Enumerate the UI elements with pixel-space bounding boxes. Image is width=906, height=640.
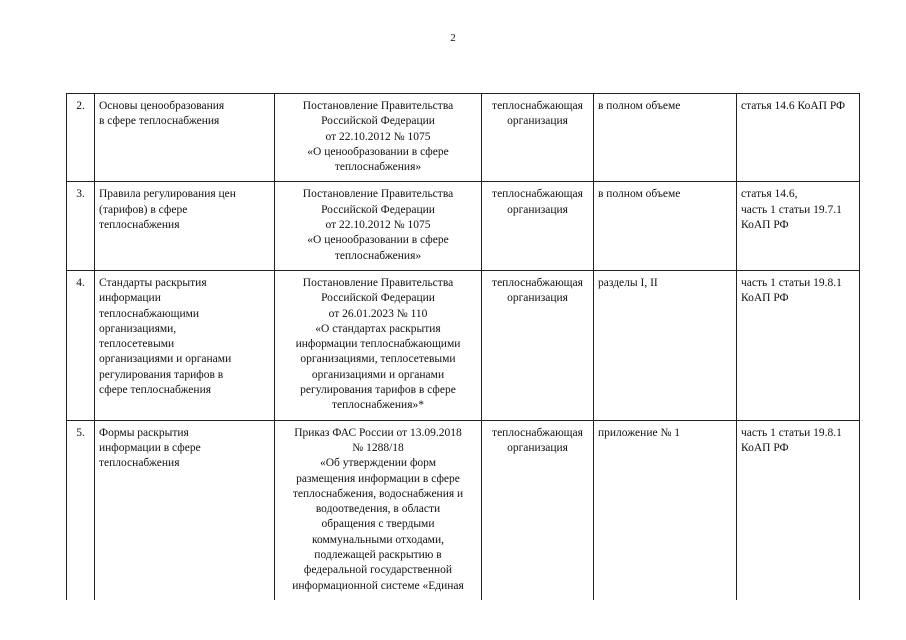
requirement-name-line: информации в сфере — [99, 441, 201, 454]
legal-act-line: обращения с твердыми — [321, 518, 435, 531]
table-row — [67, 420, 860, 600]
legal-act-line: от 22.10.2012 № 1075 — [325, 130, 431, 143]
liability-line: статья 14.6 КоАП РФ — [741, 100, 846, 112]
row-number-cell: 4. — [67, 270, 95, 420]
scope-cell — [594, 420, 737, 600]
table-row — [67, 94, 860, 182]
scope-cell — [594, 94, 737, 182]
liability-line: статья 14.6, — [741, 188, 798, 201]
liability-line: часть 1 статьи 19.7.1 — [741, 203, 842, 216]
liability-line: КоАП РФ — [741, 219, 789, 232]
requirement-name-line: организациями, — [99, 322, 177, 335]
legal-act-cell — [275, 420, 482, 600]
obligated-party-cell — [482, 420, 594, 600]
obligated-party-line: организация — [507, 203, 568, 216]
table-row — [67, 270, 860, 420]
legal-act-line: Российской Федерации — [321, 115, 435, 128]
legal-act-line: теплоснабжения» — [334, 161, 422, 174]
legal-act-line: Постановление Правительства — [302, 188, 454, 201]
obligated-party-cell — [482, 94, 594, 182]
requirement-name-line: теплосетевыми — [99, 338, 175, 351]
legal-act-line: «О стандартах раскрытия — [315, 322, 441, 335]
legal-act-line: № 1288/18 — [352, 441, 404, 454]
requirement-name-line: организациями и органами — [99, 353, 232, 366]
legal-act-cell — [275, 182, 482, 270]
scope-line: в полном объеме — [598, 188, 681, 201]
requirement-name-line: Основы ценообразования — [99, 100, 225, 112]
legal-act-line: информационной системе «Единая — [292, 579, 464, 592]
obligated-party-line: организация — [507, 441, 568, 454]
legal-act-line: «Об утверждении форм — [319, 457, 437, 470]
requirement-name-line: информации — [99, 292, 161, 305]
legal-act-cell — [275, 270, 482, 420]
liability-line: КоАП РФ — [741, 292, 789, 305]
requirement-name-line: регулирования тарифов в — [99, 368, 224, 381]
legal-act-line: теплоснабжения, водоснабжения и — [292, 487, 464, 500]
requirement-name-line: теплоснабжающими — [99, 307, 200, 320]
legal-act-line: теплоснабжения» — [334, 249, 422, 262]
legal-act-line: водоотведения, в области — [315, 503, 441, 516]
legal-act-line: организациями и органами — [311, 368, 445, 381]
liability-cell — [737, 270, 860, 420]
liability-line: часть 1 статьи 19.8.1 — [741, 426, 842, 439]
requirement-name-line: Правила регулирования цен — [99, 188, 236, 201]
obligated-party-cell — [482, 270, 594, 420]
table-row — [67, 182, 860, 270]
legal-act-line: от 22.10.2012 № 1075 — [325, 219, 431, 232]
legal-act-line: информации теплоснабжающими — [295, 338, 461, 351]
requirement-name-line: сфере теплоснабжения — [99, 384, 212, 397]
row-number-cell: 3. — [67, 182, 95, 270]
legal-act-line: теплоснабжения»* — [332, 399, 424, 412]
requirement-name-line: теплоснабжения — [99, 457, 180, 470]
obligated-party-line: организация — [507, 292, 568, 305]
legal-act-line: Российской Федерации — [321, 292, 435, 305]
requirement-name-cell — [95, 94, 275, 182]
liability-line: КоАП РФ — [741, 441, 789, 454]
legal-act-line: организациями, теплосетевыми — [300, 353, 456, 366]
legal-act-cell — [275, 94, 482, 182]
requirement-name-line: теплоснабжения — [99, 219, 180, 232]
requirement-name-line: Формы раскрытия — [99, 426, 189, 439]
scope-cell — [594, 270, 737, 420]
legal-act-line: «О ценообразовании в сфере — [307, 145, 449, 158]
obligated-party-line: теплоснабжающая — [492, 276, 583, 289]
row-number-cell: 5. — [67, 420, 95, 600]
obligated-party-line: теплоснабжающая — [492, 188, 583, 201]
liability-cell — [737, 420, 860, 600]
scope-line: разделы I, II — [598, 276, 658, 289]
legal-act-line: Постановление Правительства — [302, 100, 454, 112]
scope-cell — [594, 182, 737, 270]
legal-act-line: Российской Федерации — [321, 203, 435, 216]
legal-act-line: федеральной государственной — [303, 564, 453, 577]
liability-cell — [737, 94, 860, 182]
requirement-name-cell — [95, 270, 275, 420]
liability-line: часть 1 статьи 19.8.1 — [741, 276, 842, 289]
obligated-party-line: теплоснабжающая — [492, 426, 583, 439]
requirement-name-cell — [95, 420, 275, 600]
legal-act-line: Постановление Правительства — [302, 276, 454, 289]
requirement-name-cell — [95, 182, 275, 270]
legal-act-line: «О ценообразовании в сфере — [307, 234, 449, 247]
scope-line: в полном объеме — [598, 100, 681, 112]
obligated-party-cell — [482, 182, 594, 270]
row-number-cell: 2. — [67, 94, 95, 182]
scope-line: приложение № 1 — [598, 426, 681, 439]
requirement-name-line: Стандарты раскрытия — [99, 276, 207, 289]
legal-act-line: подлежащей раскрытию в — [314, 549, 442, 562]
legal-act-line: коммунальными отходами, — [312, 533, 444, 546]
requirements-table — [66, 93, 860, 600]
legal-act-line: от 26.01.2023 № 110 — [328, 307, 428, 320]
page-number: 2 — [450, 32, 456, 44]
obligated-party-line: теплоснабжающая — [492, 100, 583, 112]
legal-act-line: Приказ ФАС России от 13.09.2018 — [294, 426, 462, 439]
legal-act-line: размещения информации в сфере — [296, 472, 460, 485]
legal-act-line: регулирования тарифов в сфере — [300, 384, 456, 397]
requirement-name-line: (тарифов) в сфере — [99, 203, 188, 216]
requirement-name-line: в сфере теплоснабжения — [99, 115, 220, 128]
obligated-party-line: организация — [507, 115, 568, 128]
liability-cell — [737, 182, 860, 270]
